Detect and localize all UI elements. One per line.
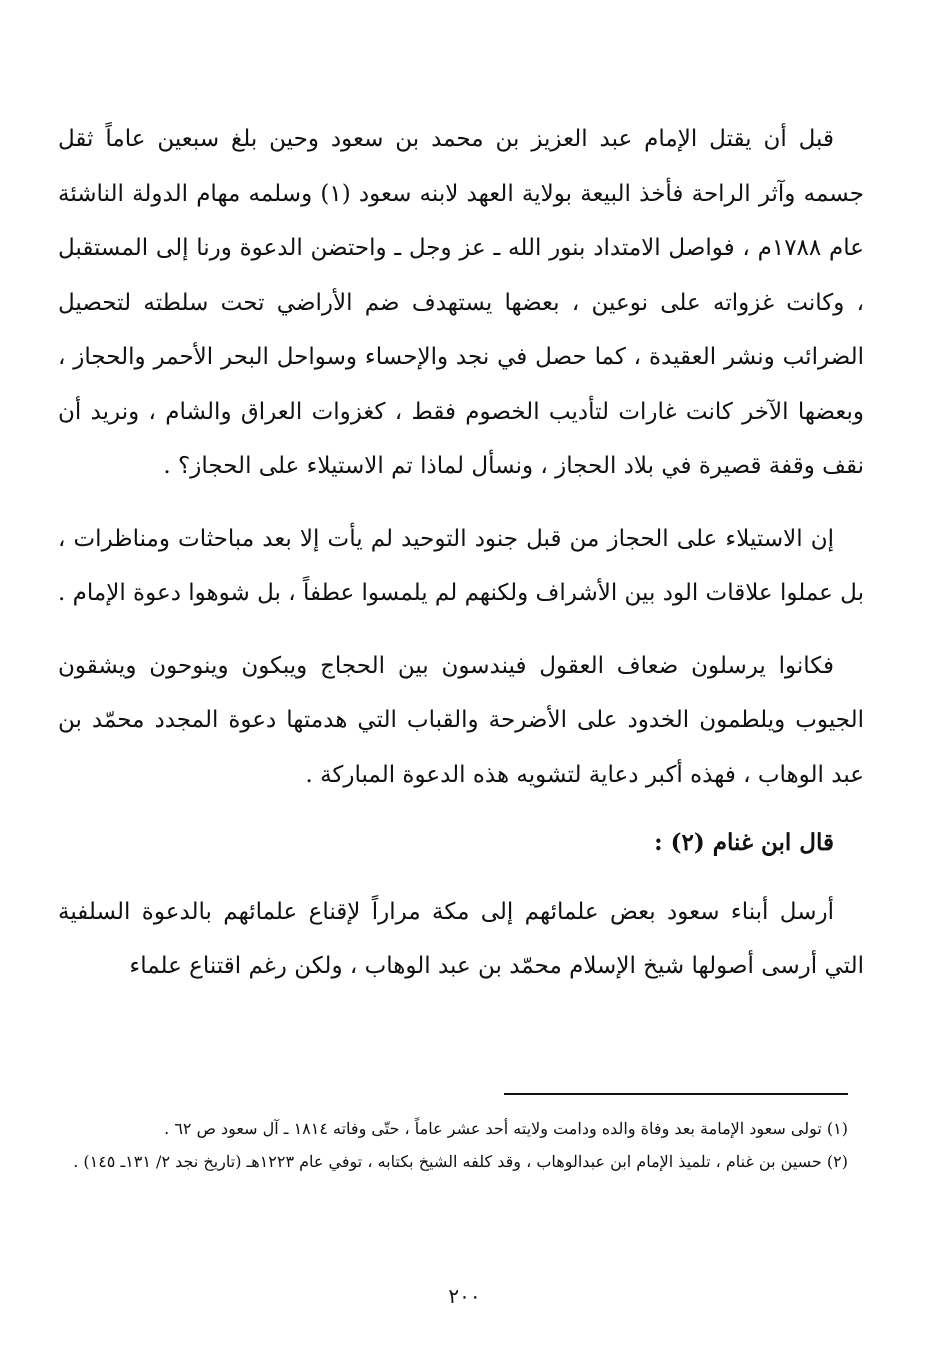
footnote-divider (504, 1093, 848, 1095)
footnote-1: (١) تولى سعود الإمامة بعد وفاة والده ودامت ولايته أحد عشر عاماً ، حتّى وفاته ١٨١٤ ـ آل سعود ص ٦٢ . (164, 1119, 848, 1138)
quote-heading: قال ابن غنام (٢) : (654, 829, 834, 856)
paragraph-2: إن الاستيلاء على الحجاز من قبل جنود التوحيد لم يأت إلا بعد مباحثات ومناظرات ، بل عملوا علاقات الود بين الأشراف ولكنهم لم يلمسوا عطفاً ، بل شوهوا دعوة الإمام . (58, 525, 864, 606)
paragraph-4: أرسل أبناء سعود بعض علمائهم إلى مكة مراراً لإقناع علمائهم بالدعوة السلفية التي أرسى أصولها شيخ الإسلام محمّد بن عبد الوهاب ، ولكن رغم اقتناع علماء (58, 898, 864, 979)
main-text (58, 112, 864, 994)
paragraph-3: فكانوا يرسلون ضعاف العقول فيندسون بين الحجاج ويبكون وينوحون ويشقون الجيوب ويلطمون الخدود على الأضرحة والقباب التي هدمتها دعوة المجدد محمّد بن عبد الوهاب ، فهذه أكبر دعاية لتشويه هذه الدعوة المباركة . (58, 652, 864, 788)
paragraph-1: قبل أن يقتل الإمام عبد العزيز بن محمد بن سعود وحين بلغ سبعين عاماً ثقل جسمه وآثر الراحة فأخذ البيعة بولاية العهد لابنه سعود (١) وسلمه مهام الدولة الناشئة عام ١٧٨٨م ، فواصل الامتداد بنور الله ـ عز وجل ـ واحتضن الدعوة ورنا إلى المستقبل ، وكانت غزواته على نوعين ، بعضها يستهدف ضم الأراضي تحت سلطته لتحصيل الضرائب ونشر العقيدة ، كما حصل في نجد والإحساء وسواحل البحر الأحمر والحجاز ، وبعضها الآخر كانت غارات لتأديب الخصوم فقط ، كغزوات العراق والشام ، ونريد أن نقف وقفة قصيرة في بلاد الحجاز ، ونسأل لماذا تم الاستيلاء على الحجاز؟ . (58, 126, 864, 479)
footnotes (58, 1112, 848, 1178)
footnote-2: (٢) حسين بن غنام ، تلميذ الإمام ابن عبدالوهاب ، وقد كلفه الشيخ بكتابه ، توفي عام ١٢٢٣هـ (تاريخ نجد ٢/ ١٣١ـ ١٤٥) . (73, 1152, 848, 1171)
page-number: ٢٠٠ (448, 1284, 481, 1308)
